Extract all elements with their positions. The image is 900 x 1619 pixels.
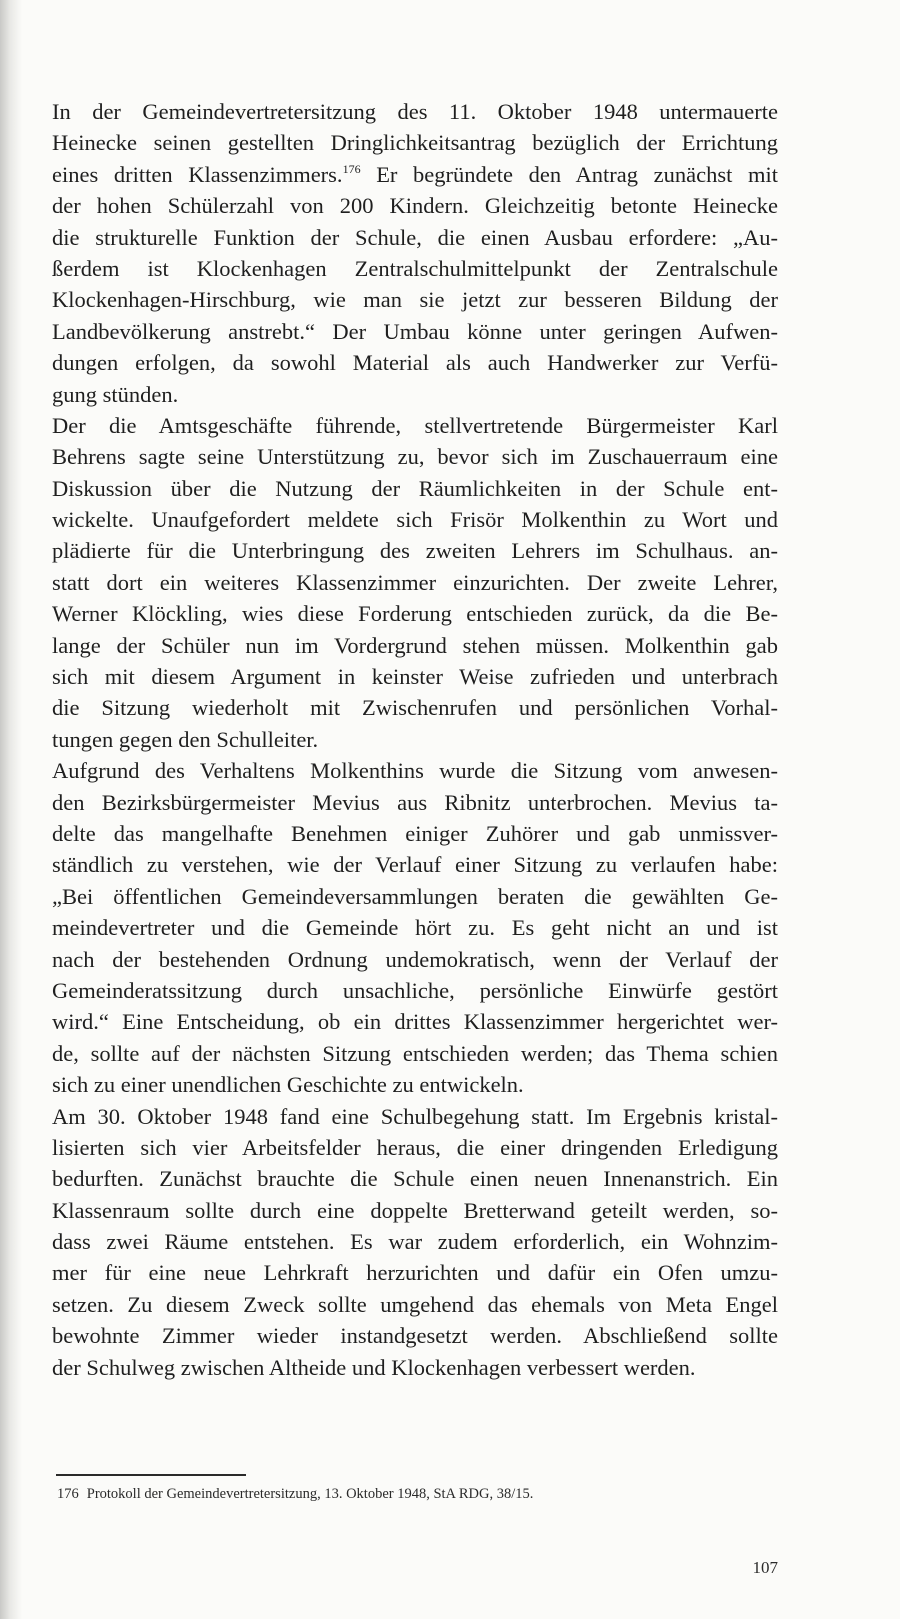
text-line: dungen erfolgen, da sowohl Material als auch Handwerker zur Verfü- (52, 350, 778, 376)
text-line: delte das mangelhafte Benehmen einiger Zuhörer und gab unmissver- (52, 820, 778, 846)
text-line: plädierte für die Unterbringung des zweiten Lehrers im Schulhaus. an- (52, 538, 778, 564)
text-line: de, sollte auf der nächsten Sitzung entschieden werden; das Thema schien (52, 1040, 778, 1066)
footnote-text: Protokoll der Gemeindevertretersitzung, 13. Oktober 1948, StA RDG, 38/15. (86, 1486, 534, 1502)
footnote (57, 1484, 533, 1504)
text-line: mer für eine neue Lehrkraft herzurichten und dafür ein Ofen umzu- (52, 1260, 778, 1286)
text-line: sich zu einer unendlichen Geschichte zu entwickeln. (52, 1072, 524, 1098)
text-line: ßerdem ist Klockenhagen Zentralschulmittelpunkt der Zentralschule (52, 255, 778, 281)
text-line: Am 30. Oktober 1948 fand eine Schulbegehung statt. Im Ergebnis kristal- (52, 1103, 778, 1129)
text-line: bedurften. Zunächst brauchte die Schule einen neuen Innenanstrich. Ein (52, 1166, 778, 1192)
text-line: wickelte. Unaufgefordert meldete sich Frisör Molkenthin zu Wort und (52, 507, 778, 533)
text-line: In der Gemeindevertretersitzung des 11. Oktober 1948 untermauerte (52, 99, 778, 124)
text-line: gung stünden. (52, 381, 179, 407)
footnote-reference[interactable]: 176 (342, 161, 361, 176)
text-line: sich mit diesem Argument in keinster Weise zufrieden und unterbrach (52, 664, 778, 690)
text-line: die strukturelle Funktion der Schule, die einen Ausbau erfordere: „Au- (52, 224, 778, 250)
text-line: Klockenhagen-Hirschburg, wie man sie jetzt zur besseren Bildung der (52, 287, 778, 313)
text-line: Werner Klöckling, wies diese Forderung entschieden zurück, da die Be- (52, 601, 778, 627)
paragraph (52, 96, 778, 410)
text-line: meindevertreter und die Gemeinde hört zu. Es geht nicht an und ist (52, 915, 778, 941)
paragraph (52, 755, 778, 1100)
paragraph (52, 1101, 778, 1384)
text-segment: eines dritten Klassenzimmers. (52, 161, 343, 187)
text-line: der Schulweg zwischen Altheide und Klockenhagen verbessert werden. (52, 1354, 696, 1380)
text-line: lisierten sich vier Arbeitsfelder heraus, die einer dringenden Erledigung (52, 1134, 778, 1160)
footnote-rule (56, 1474, 246, 1476)
text-line: Heinecke seinen gestellten Dringlichkeitsantrag bezüglich der Errichtung (52, 130, 778, 156)
text-segment: Er begründete den Antrag zunächst mit (360, 161, 778, 187)
text-line: setzen. Zu diesem Zweck sollte umgehend das ehemals von Meta Engel (52, 1291, 778, 1317)
text-line: Landbevölkerung anstrebt.“ Der Umbau könne unter geringen Aufwen- (52, 318, 778, 344)
text-line: der hohen Schülerzahl von 200 Kindern. Gleichzeitig betonte Heinecke (52, 193, 778, 219)
text-line: lange der Schüler nun im Vordergrund stehen müssen. Molkenthin gab (52, 632, 778, 658)
text-line: statt dort ein weiteres Klassenzimmer einzurichten. Der zweite Lehrer, (52, 569, 778, 595)
text-line: wird.“ Eine Entscheidung, ob ein drittes Klassenzimmer hergerichtet wer- (52, 1009, 778, 1035)
paragraph (52, 410, 778, 755)
text-line: Gemeinderatssitzung durch unsachliche, persönliche Einwürfe gestört (52, 977, 778, 1003)
text-line: Klassenraum sollte durch eine doppelte Bretterwand geteilt werden, so- (52, 1197, 778, 1223)
text-line (52, 159, 778, 190)
text-line: Diskussion über die Nutzung der Räumlichkeiten in der Schule ent- (52, 475, 778, 501)
page-number: 107 (752, 1558, 778, 1577)
text-line: nach der bestehenden Ordnung undemokratisch, wenn der Verlauf der (52, 946, 778, 972)
text-line: Aufgrund des Verhaltens Molkenthins wurde die Sitzung vom anwesen- (52, 758, 778, 784)
text-line: den Bezirksbürgermeister Mevius aus Ribnitz unterbrochen. Mevius ta- (52, 789, 778, 815)
text-line: bewohnte Zimmer wieder instandgesetzt werden. Abschließend sollte (52, 1323, 778, 1349)
text-line: tungen gegen den Schulleiter. (52, 726, 319, 752)
text-line: dass zwei Räume entstehen. Es war zudem erforderlich, ein Wohnzim- (52, 1229, 778, 1255)
text-line: Behrens sagte seine Unterstützung zu, bevor sich im Zuschauerraum eine (52, 444, 778, 470)
body-text (52, 96, 778, 1383)
text-line: Der die Amtsgeschäfte führende, stellvertretende Bürgermeister Karl (52, 412, 778, 438)
footnote-number: 176 (57, 1486, 79, 1502)
page-gutter-shadow (0, 0, 22, 1619)
text-line: ständlich zu verstehen, wie der Verlauf einer Sitzung zu verlaufen habe: (52, 852, 778, 878)
text-line: „Bei öffentlichen Gemeindeversammlungen beraten die gewählten Ge- (52, 883, 778, 909)
text-line: die Sitzung wiederholt mit Zwischenrufen und persönlichen Vorhal- (52, 695, 778, 721)
